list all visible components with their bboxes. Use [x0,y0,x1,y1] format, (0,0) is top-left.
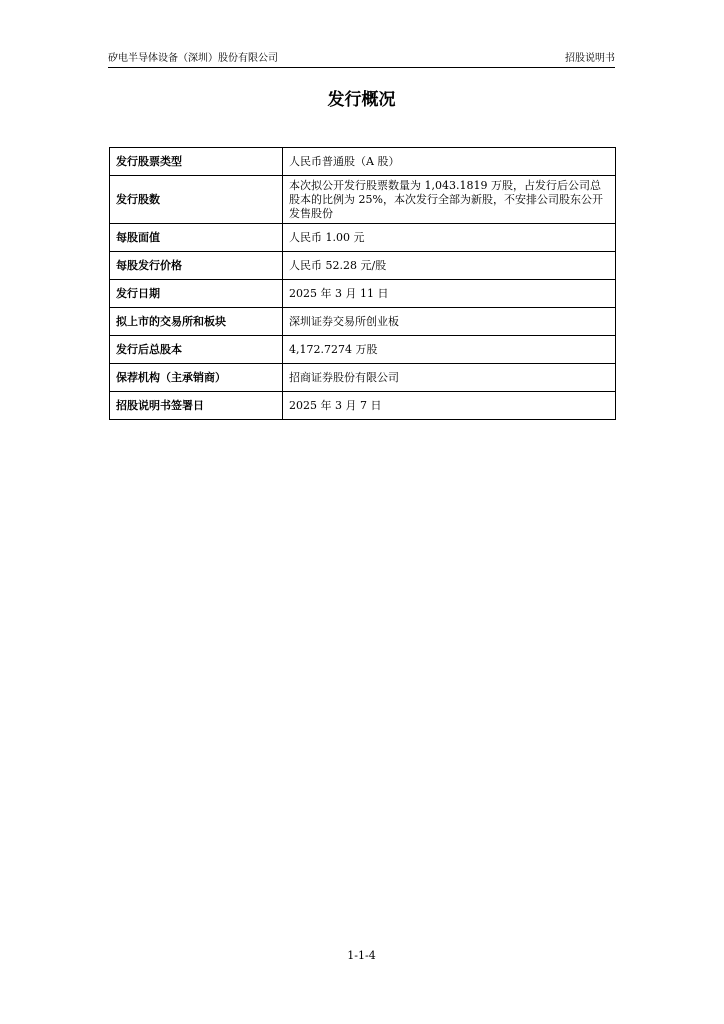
row-value: 人民币普通股（A 股） [283,148,616,176]
table-row [110,392,616,420]
row-value: 2025 年 3 月 11 日 [283,280,616,308]
page-title: 发行概况 [327,90,396,110]
row-label: 每股面值 [110,224,283,252]
issuance-overview-table [109,147,616,420]
row-label: 保荐机构（主承销商） [110,364,283,392]
page-number: 1-1-4 [347,949,376,962]
row-label: 招股说明书签署日 [110,392,283,420]
row-label: 发行股票类型 [110,148,283,176]
table-row [110,224,616,252]
table-row [110,148,616,176]
table-row [110,176,616,224]
row-label: 发行后总股本 [110,336,283,364]
row-value: 招商证券股份有限公司 [283,364,616,392]
row-label: 发行股数 [110,176,283,224]
table-row [110,364,616,392]
header-company-name: 矽电半导体设备（深圳）股份有限公司 [108,53,278,64]
table-row [110,336,616,364]
row-label: 每股发行价格 [110,252,283,280]
row-value: 4,172.7274 万股 [283,336,616,364]
row-value: 本次拟公开发行股票数量为 1,043.1819 万股，占发行后公司总股本的比例为 25%，本次发行全部为新股，不安排公司股东公开发售股份 [283,176,616,224]
row-label: 拟上市的交易所和板块 [110,308,283,336]
header-document-type: 招股说明书 [565,53,615,64]
header-divider [108,67,615,68]
table-row [110,280,616,308]
row-value: 2025 年 3 月 7 日 [283,392,616,420]
table-row [110,252,616,280]
page-header [108,52,615,66]
row-label: 发行日期 [110,280,283,308]
row-value: 人民币 52.28 元/股 [283,252,616,280]
row-value: 人民币 1.00 元 [283,224,616,252]
table-row [110,308,616,336]
row-value: 深圳证券交易所创业板 [283,308,616,336]
